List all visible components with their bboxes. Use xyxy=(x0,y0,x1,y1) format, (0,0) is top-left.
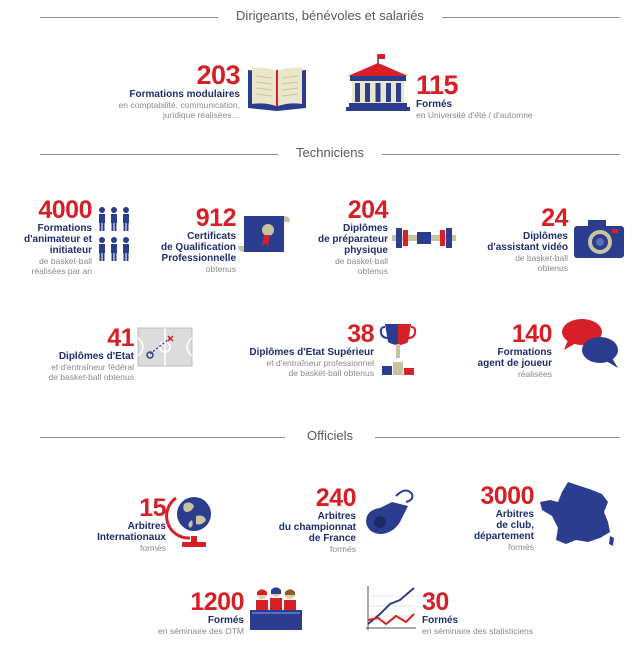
stat-number: 115 xyxy=(416,70,459,100)
stat-title: de France xyxy=(308,533,356,544)
stat-subtitle: de basket-ball xyxy=(39,256,92,266)
stat-subtitle: en séminaire des statisticiens xyxy=(422,626,534,636)
section-officiels xyxy=(40,428,620,448)
stat-number: 3000 xyxy=(480,482,534,510)
stat-diplomes-etat-superieur xyxy=(232,322,374,378)
seminar-icon xyxy=(250,586,302,632)
section-title: Dirigeants, bénévoles et salariés xyxy=(228,8,432,23)
stat-number: 30 xyxy=(422,588,449,616)
stat-subtitle: de basket-ball xyxy=(515,253,568,263)
stat-title: Formés xyxy=(416,99,453,110)
stat-subtitle: et d'entraîneur professionnel xyxy=(266,358,374,368)
stat-title: Formés xyxy=(207,615,244,626)
stat-title: Arbitres xyxy=(317,511,356,522)
stat-diplomes-preparateur xyxy=(298,198,388,276)
section-techniciens xyxy=(40,145,620,165)
stat-title: du championnat xyxy=(278,522,356,533)
stat-title: Certificats xyxy=(187,231,236,242)
stat-subtitle: et d'entraîneur fédéral xyxy=(51,362,134,372)
camera-icon xyxy=(574,220,624,258)
stat-title: Diplômes d'Etat xyxy=(58,351,134,362)
stat-diplomes-etat xyxy=(20,326,134,382)
stat-subtitle: de basket-ball obtenus xyxy=(48,372,134,382)
stat-subtitle: juridique réalisées… xyxy=(162,110,240,120)
stat-number: 140 xyxy=(511,320,552,348)
university-icon xyxy=(346,52,410,112)
stat-title: agent de joueur xyxy=(477,358,552,369)
stat-number: 204 xyxy=(347,196,388,224)
stat-title: Diplômes d'Etat Supérieur xyxy=(249,347,374,358)
section-title: Techniciens xyxy=(288,145,372,160)
stat-subtitle: formés xyxy=(508,542,534,552)
trophy-icon xyxy=(380,322,416,376)
stat-title: d'animateur et xyxy=(24,234,92,245)
stat-subtitle: obtenus xyxy=(357,266,388,276)
stat-formations-modulaires xyxy=(80,62,240,120)
stat-number: 1200 xyxy=(190,588,244,616)
stat-subtitle: formés xyxy=(330,544,356,554)
stat-formes-universite xyxy=(416,72,576,120)
stat-number: 203 xyxy=(196,60,240,90)
stat-subtitle: obtenus xyxy=(205,264,236,274)
stat-number: 240 xyxy=(315,484,356,512)
stat-formations-animateur xyxy=(0,198,92,276)
stat-subtitle: formés xyxy=(140,543,166,553)
certificate-icon xyxy=(240,212,290,256)
stat-title: Arbitres xyxy=(127,521,166,532)
stat-number: 4000 xyxy=(38,196,92,224)
stat-subtitle: obtenus xyxy=(537,263,568,273)
stat-title: département xyxy=(473,531,534,542)
stat-title: Professionnelle xyxy=(161,253,236,264)
stat-formations-agent xyxy=(448,322,552,379)
stat-arbitres-championnat xyxy=(254,486,356,554)
stat-number: 912 xyxy=(195,204,236,232)
stat-title: de préparateur xyxy=(317,234,388,245)
people-icon xyxy=(96,206,134,262)
stat-title: de club, xyxy=(496,520,534,531)
stat-subtitle: réalisées xyxy=(517,369,552,379)
stat-subtitle: en séminaire des OTM xyxy=(158,626,244,636)
stat-title: Arbitres xyxy=(495,509,534,520)
stat-title: initiateur xyxy=(49,245,92,256)
stat-title: d'assistant vidéo xyxy=(487,242,568,253)
stat-subtitle: de basket-ball xyxy=(335,256,388,266)
globe-icon xyxy=(170,490,214,548)
stat-formes-statisticiens xyxy=(422,590,572,636)
stat-title: Diplômes xyxy=(522,231,568,242)
stat-number: 24 xyxy=(541,204,568,232)
stat-title: physique xyxy=(344,245,388,256)
stat-formes-otm xyxy=(140,590,244,636)
stat-subtitle: réalisées par an xyxy=(31,266,92,276)
stat-number: 41 xyxy=(107,324,134,352)
stat-number: 15 xyxy=(139,494,166,522)
section-title: Officiels xyxy=(299,428,361,443)
stat-arbitres-club xyxy=(446,484,534,552)
stat-subtitle: en Université d'été / d'automne xyxy=(416,110,533,120)
stat-certificats-qualification xyxy=(140,206,236,274)
stat-subtitle: de basket-ball obtenus xyxy=(288,368,374,378)
stat-arbitres-internationaux xyxy=(70,496,166,553)
stat-title: Diplômes xyxy=(342,223,388,234)
stat-title: de Qualification xyxy=(160,242,236,253)
section-dirigeants xyxy=(40,8,620,28)
stat-number: 38 xyxy=(347,320,374,348)
tactics-board-icon xyxy=(138,328,192,366)
stat-subtitle: en comptabilité, communication, xyxy=(118,100,240,110)
speech-bubbles-icon xyxy=(560,318,620,370)
stat-title: Formations xyxy=(37,223,92,234)
statistics-chart-icon xyxy=(364,584,416,632)
stat-title: Formations xyxy=(497,347,552,358)
whistle-icon xyxy=(362,488,416,538)
dumbbell-icon xyxy=(392,226,456,250)
stat-title: Internationaux xyxy=(97,532,166,543)
stat-title: Formés xyxy=(422,615,459,626)
france-map-icon xyxy=(538,480,616,548)
stat-diplomes-assistant-video xyxy=(472,206,568,273)
book-icon xyxy=(246,64,308,112)
stat-title: Formations modulaires xyxy=(129,89,240,100)
